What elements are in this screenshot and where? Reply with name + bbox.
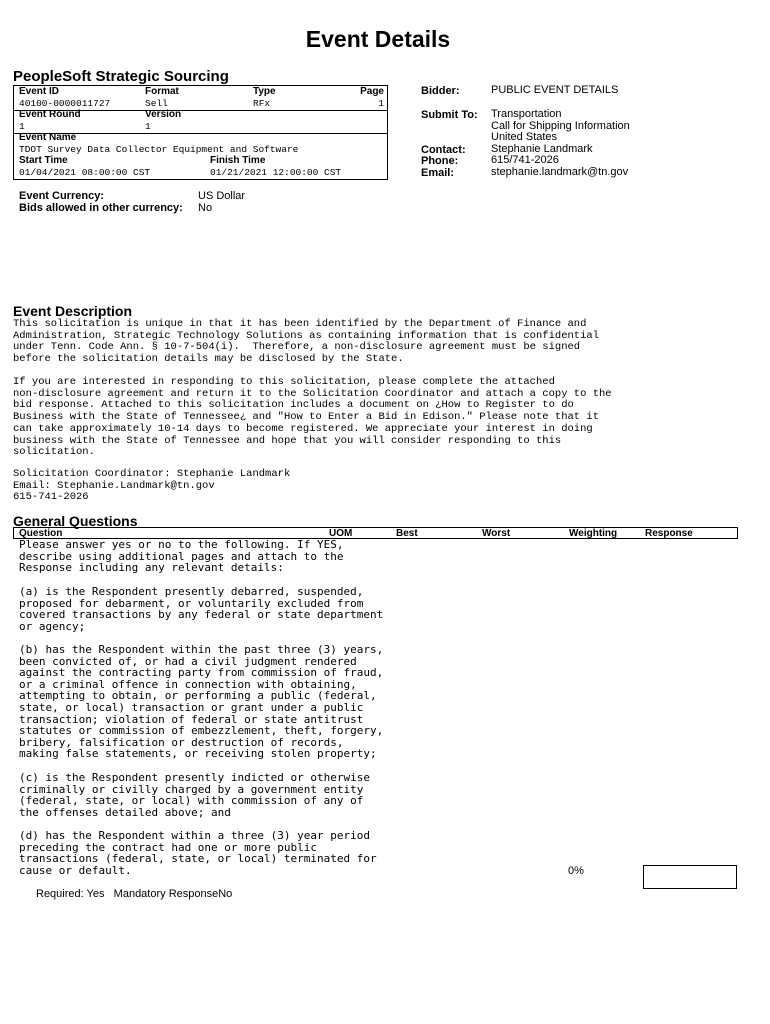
submit-to-line: Call for Shipping Information xyxy=(491,119,630,132)
other-currency-value: No xyxy=(198,202,213,214)
phone-label: Phone: xyxy=(421,155,459,168)
submit-to-label: Submit To: xyxy=(421,109,478,121)
column-header-worst: Worst xyxy=(482,528,511,539)
column-header-best: Best xyxy=(396,528,418,539)
bidder-label: Bidder: xyxy=(421,85,460,97)
question-item-a: (a) is the Respondent presently debarred, suspended, proposed for debarment, or voluntarily excluded from covered transactions by any federal or state department or agency; xyxy=(19,585,384,633)
other-currency-label: Bids allowed in other currency: xyxy=(19,202,183,214)
bidder-value: PUBLIC EVENT DETAILS xyxy=(491,84,619,96)
start-time-label: Start Time xyxy=(19,155,68,166)
type-label: Type xyxy=(253,86,276,97)
format-value: Sell xyxy=(145,98,168,109)
event-header-box xyxy=(13,85,388,180)
required-mandatory-status: Required: Yes Mandatory ResponseNo xyxy=(36,888,233,900)
email-value: stephanie.landmark@tn.gov xyxy=(491,166,629,178)
description-paragraph: If you are interested in responding to this solicitation, please complete the attached non-disclosure agreement and return it to the Solicitation Coordinator and attach a copy to the bid response. Attached to this solicitation includes a document on ¿How to Register to do Business with the State of Tennessee¿ and "How to Enter a Bid in Edison." Please note that it can take approximately 10-14 days to become registered. We appreciate your interest in doing business with the State of Tennessee and hope that you will consider responding to this solicitation. xyxy=(13,376,612,459)
coordinator-info: Solicitation Coordinator: Stephanie Landmark Email: Stephanie.Landmark@tn.gov 615-741-2026 xyxy=(13,468,291,504)
question-item-c: (c) is the Respondent presently indicted or otherwise criminally or civilly charged by a government entity (federal, state, or local) with commission of any of the offenses detailed above; and xyxy=(19,771,370,819)
email-label: Email: xyxy=(421,167,455,179)
page-title: Event Details xyxy=(305,26,451,52)
version-label: Version xyxy=(145,109,182,120)
event-currency-value: US Dollar xyxy=(198,190,246,202)
column-header-question: Question xyxy=(19,528,63,539)
submit-to-line: United States xyxy=(491,131,558,144)
response-field[interactable] xyxy=(643,865,737,889)
event-round-label: Event Round xyxy=(19,109,81,120)
description-paragraph: This solicitation is unique in that it has been identified by the Department of Finance and Administration, Strategic Technology Solutions as containing information that is confidential under Tenn. Code Ann. § 10-7-504(i). Therefore, a non-disclosure agreement must be signed before the solicitation details may be disclosed by the State. xyxy=(13,318,599,366)
type-value: RFx xyxy=(253,98,271,109)
format-label: Format xyxy=(145,86,179,97)
event-round-value: 1 xyxy=(19,121,25,132)
question-item-b: (b) has the Respondent within the past three (3) years, been convicted of, or had a civil judgment rendered against the contracting party from commission of fraud, or a criminal offence in connection with obtaining, attempting to obtain, or performing a public (federal, state, or local) transaction or grant under a public transaction; violation of federal or state antitrust statutes or commission of embezzlement, theft, forgery, bribery, falsification or destruction of records, making false statements, or receiving stolen property; xyxy=(19,643,384,761)
start-time-value: 01/04/2021 08:00:00 CST xyxy=(19,167,151,178)
phone-value: 615/741-2026 xyxy=(491,154,559,167)
weighting-value: 0% xyxy=(568,865,584,877)
version-value: 1 xyxy=(145,121,151,132)
column-header-uom: UOM xyxy=(329,528,353,539)
event-name-value: TDOT Survey Data Collector Equipment and Software xyxy=(19,144,299,155)
submit-to-line: Transportation xyxy=(491,108,562,120)
event-name-label: Event Name xyxy=(19,132,77,143)
event-currency-label: Event Currency: xyxy=(19,190,104,202)
contact-value: Stephanie Landmark xyxy=(491,142,593,155)
column-header-response: Response xyxy=(645,528,693,539)
column-header-weighting: Weighting xyxy=(569,528,618,539)
finish-time-label: Finish Time xyxy=(210,155,266,166)
page-label: Page xyxy=(360,86,384,97)
section-title: PeopleSoft Strategic Sourcing xyxy=(13,68,229,85)
question-item-d: (d) has the Respondent within a three (3) year period preceding the contract had one or more public transactions (federal, state, or local) terminated for cause or default. xyxy=(19,829,377,877)
contact-label: Contact: xyxy=(421,143,466,156)
finish-time-value: 01/21/2021 12:00:00 CST xyxy=(210,167,342,178)
general-questions-heading: General Questions xyxy=(13,513,138,529)
event-id-label: Event ID xyxy=(19,86,60,97)
event-id-value: 40100-0000011727 xyxy=(19,98,111,109)
event-description-heading: Event Description xyxy=(13,303,133,319)
question-intro: Please answer yes or no to the following. If YES, describe using additional pages and attach to the Response including any relevant details: xyxy=(19,538,344,575)
page-value: 1 xyxy=(378,98,384,109)
